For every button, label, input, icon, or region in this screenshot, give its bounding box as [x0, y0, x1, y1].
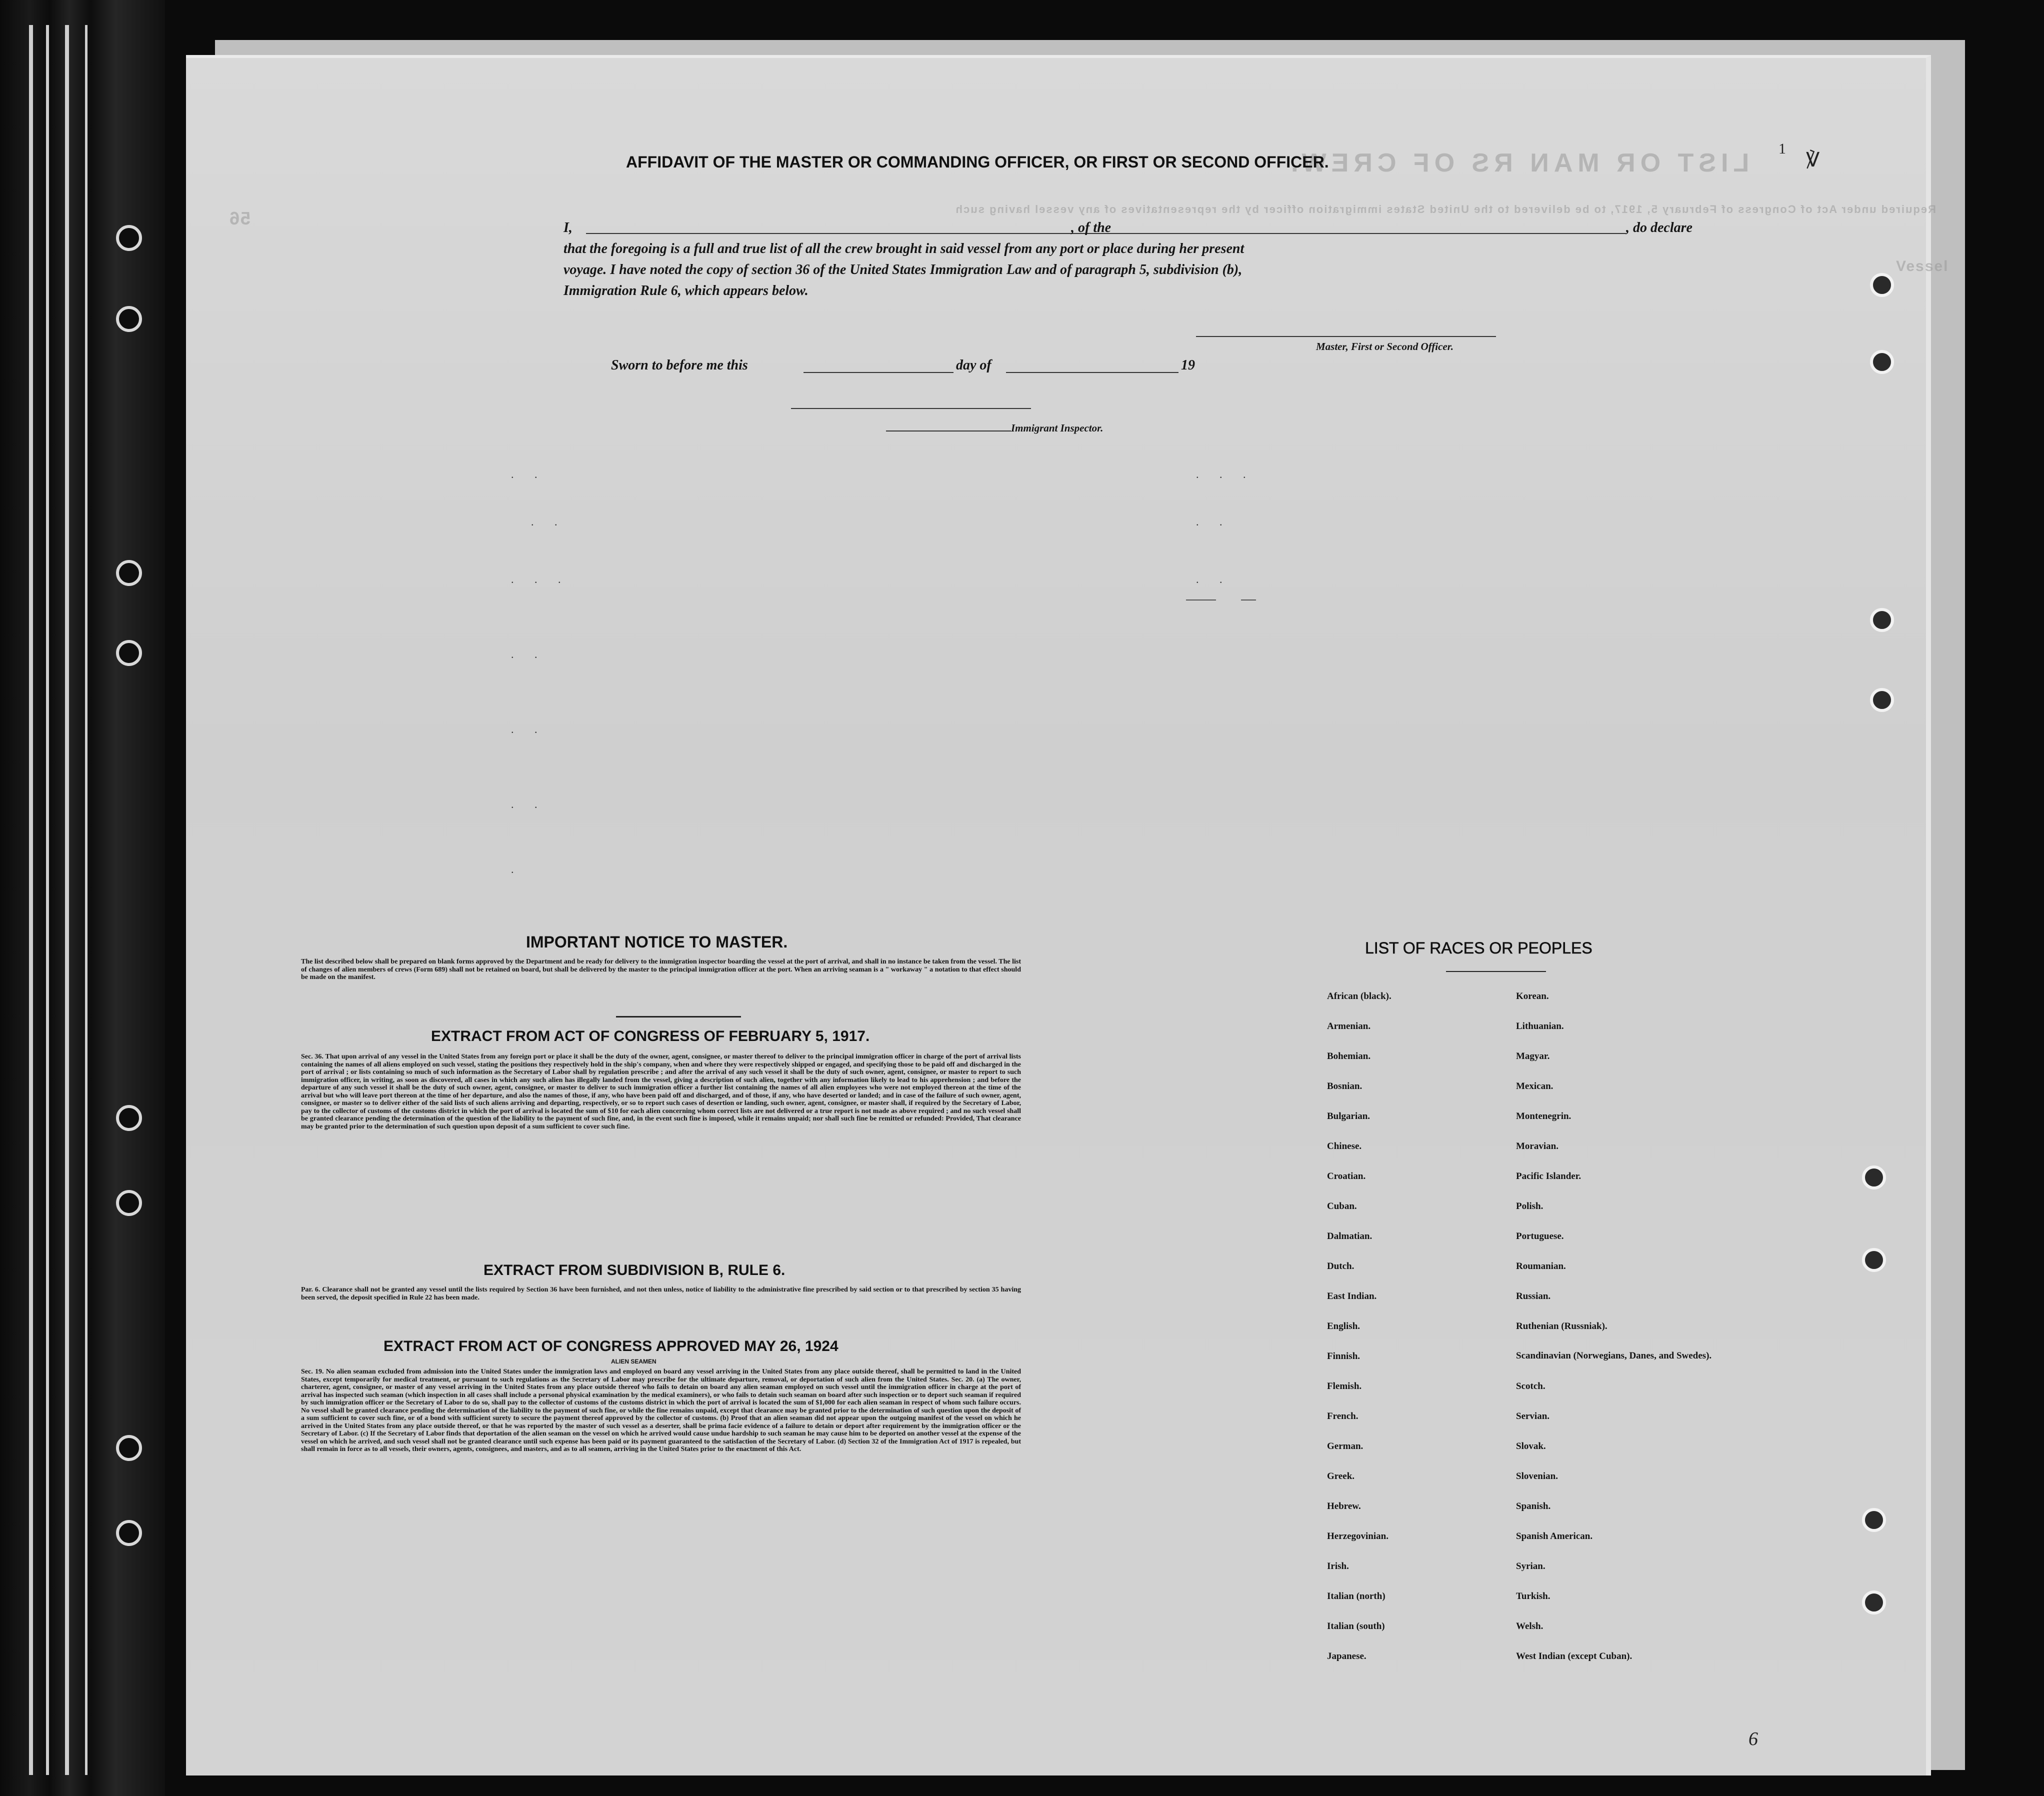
race-item: Syrian. [1516, 1561, 1546, 1572]
inspector-label: Immigrant Inspector. [1011, 422, 1104, 434]
bottom-mark: 6 [1748, 1728, 1758, 1750]
affidavit-declare: , do declare [1626, 220, 1692, 236]
binding-hole [116, 306, 142, 332]
race-item: Greek. [1327, 1471, 1355, 1482]
race-item: Irish. [1327, 1561, 1349, 1572]
notice-title: IMPORTANT NOTICE TO MASTER. [526, 933, 788, 951]
race-item: French. [1327, 1411, 1358, 1422]
binding-hole [116, 1105, 142, 1131]
punch-hole [1862, 1248, 1886, 1272]
race-item: Ruthenian (Russniak). [1516, 1321, 1608, 1332]
affidavit-line3: voyage. I have noted the copy of section 36 of the United States Immigration Law and of paragraph 5, subdivision (b), [564, 262, 1242, 278]
document-page [186, 55, 1949, 1776]
dot-leader: . . [511, 468, 546, 480]
dot-leader: . . [511, 648, 546, 660]
extract3-subtitle: ALIEN SEAMEN [611, 1358, 656, 1365]
race-item: Armenian. [1327, 1021, 1371, 1032]
dot-leader: . [511, 863, 523, 876]
race-item: Spanish. [1516, 1501, 1551, 1512]
race-item: Mexican. [1516, 1081, 1554, 1092]
punch-hole [1870, 608, 1894, 632]
race-item: Slovak. [1516, 1441, 1546, 1452]
page-edge-strip [85, 25, 88, 1775]
dot-leader: . . [511, 798, 546, 810]
race-item: Magyar. [1516, 1051, 1550, 1062]
punch-hole [1870, 273, 1894, 297]
master-label: Master, First or Second Officer. [1316, 340, 1454, 352]
inspector-short-line [886, 430, 1011, 432]
race-item: Dutch. [1327, 1261, 1354, 1272]
race-item: Dalmatian. [1327, 1231, 1372, 1242]
page-edge-strip [29, 25, 33, 1775]
extract2-body: Par. 6. Clearance shall not be granted any vessel until the lists required by Section 36 have been furnished, and not then unless, notice of liability to the administrative fine prescribed by said section or to that prescribed by section 35 having been served, the deposit specified in Rule 22 has been made. [301, 1286, 1021, 1302]
affidavit-line4: Immigration Rule 6, which appears below. [564, 283, 808, 298]
binding-hole [116, 1435, 142, 1461]
race-item: Finnish. [1327, 1351, 1360, 1362]
extract2-title: EXTRACT FROM SUBDIVISION B, RULE 6. [484, 1262, 786, 1278]
race-item: Croatian. [1327, 1171, 1366, 1182]
extract3-title: EXTRACT FROM ACT OF CONGRESS APPROVED MAY 26, 1924 [384, 1338, 838, 1354]
race-item: Flemish. [1327, 1381, 1362, 1392]
punch-hole [1862, 1508, 1886, 1532]
punch-hole [1870, 350, 1894, 374]
race-item: Moravian. [1516, 1141, 1558, 1152]
race-item: Servian. [1516, 1411, 1550, 1422]
dot-leader: . . . [511, 573, 570, 586]
affidavit-i: I, [564, 220, 572, 236]
inspector-signature-line [791, 408, 1031, 409]
extract3-body: Sec. 19. No alien seaman excluded from admission into the United States under the immigration laws and employed on board any vessel arriving in the United States from any place outside thereof, shall be permitted to land in the United States, except temporarily for medical treatment, or pursuant to such regulations as the Secretary of Labor may prescribe for the ultimate departure, removal, or deportation of such alien from the United States. Sec. 20. (a) The owner, charterer, agent, consignee, or master of any vessel arriving in the United States from any place outside thereof who fails to detain on board any alien seaman employed on such vessel until the immigration officer in charge at the port of arrival has inspected such seaman (which inspection in all cases shall include a personal physical examination by the medical examiners), or who fails to detain such seaman on board after such inspection or to deport such seaman if required by such immigration officer or the Secretary of Labor to do so, shall pay to the collector of customs of the customs district in which the port of arrival is located the sum of $1,000 for each alien seaman in respect of whom such failure occurs. No vessel shall be granted clearance pending the determination of the liability to the payment of such fine, or while the fine remains unpaid, except that clearance may be granted prior to the determination of such question upon the deposit of a sum sufficient to cover such fine, or of a bond with sufficient surety to secure the payment thereof approved by the collector of customs. (b) Proof that an alien seaman did not appear upon the outgoing manifest of the vessel on which he arrived in the United States from any place outside thereof, or that he was reported by the master of such vessel as a deserter, shall be prima facie evidence of a failure to detain or deport after requirement by the immigration officer or the Secretary of Labor. (c) If the Secretary of Labor finds that deportation of the alien seaman on the vessel on which he arrived would cause undue hardship to such seaman he may cause him to be deported on another vessel at the expense of the vessel on which he arrived, and such vessel shall not be granted clearance until such expense has been paid or its payment guaranteed to the satisfaction of the Secretary of Labor. (d) Section 32 of the Immigration Act of 1917 is repealed, but shall remain in force as to all vessels, their owners, agents, consignees, and masters, and as to all seamen, arriving in the United States prior to the enactment of this Act. [301, 1368, 1021, 1453]
race-item: Italian (south) [1327, 1621, 1385, 1632]
binding-hole [116, 1520, 142, 1546]
race-item: Scotch. [1516, 1381, 1546, 1392]
vessel-line [1136, 233, 1626, 234]
sworn-year: 19 [1181, 358, 1195, 373]
extract1-body: Sec. 36. That upon arrival of any vessel in the United States from any foreign port or place it shall be the duty of the owner, agent, consignee, or master thereof to deliver to the principal immigration officer in charge of the port of arrival lists containing the names of all aliens employed on such vessel, stating the positions they respectively hold in the ship's company, when and where they were respectively shipped or engaged, and specifying those to be paid off and discharged in the port of arrival ; or lists containing so much of such information as the Secretary of Labor shall by regulation prescribe ; and after the arrival of any such vessel it shall be the duty of such owner, agent, consignee, or master to report to such immigration officer, in writing, as soon as discovered, all cases in which any such alien has illegally landed from the vessel, giving a description of such alien, together with any information likely to lead to his apprehension ; and before the departure of any such vessel it shall be the duty of such owner, agent, consignee, or master to deliver to such immigration officer a further list containing the names of all alien employees who were not employed thereon at the time of the arrival but who will leave port thereon at the time of her departure, and also the names of those, if any, who have been paid off and discharged, and of those, if any, who have deserted or landed; and in case of the failure of such owner, agent, consignee, or master so to deliver either of the said lists of such aliens arriving and departing, respectively, or so to report such cases of desertion or landing, such owner, agent, consignee, or master shall, if required by the Secretary of Labor, pay to the collector of customs of the customs district in which the port of arrival is located the sum of $10 for each alien concerning whom correct lists are not delivered or a true report is not made as above required ; and no such vessel shall be granted clearance pending the determination of the question of the liability to the payment of such fine, and, in the event such fine is imposed, while it remains unpaid; nor shall such fine be remitted or refunded: Provided, That clearance may be granted prior to the determination of such question upon deposit of a sum sufficient to cover such fine. [301, 1053, 1021, 1130]
race-item: German. [1327, 1441, 1364, 1452]
race-item: Russian. [1516, 1291, 1551, 1302]
race-item: West Indian (except Cuban). [1516, 1651, 1632, 1662]
race-item: Japanese. [1327, 1651, 1366, 1662]
affidavit-title: AFFIDAVIT OF THE MASTER OR COMMANDING OFFICER, OR FIRST OR SECOND OFFICER. [626, 153, 1329, 171]
race-item: East Indian. [1327, 1291, 1377, 1302]
dot-leader: . . . [1196, 468, 1255, 480]
sworn-text: Sworn to before me this [611, 358, 748, 373]
punch-hole [1862, 1590, 1886, 1614]
races-title: LIST OF RACES OR PEOPLES [1365, 939, 1592, 957]
race-item: Polish. [1516, 1201, 1544, 1212]
dot-leader: . . [1196, 516, 1232, 528]
sworn-day-of: day of [956, 358, 992, 373]
race-item: Turkish. [1516, 1591, 1550, 1602]
race-item: Scandinavian (Norwegians, Danes, and Swedes). [1516, 1350, 1712, 1361]
race-item: Korean. [1516, 991, 1549, 1002]
notice-body: The list described below shall be prepared on blank forms approved by the Department and be ready for delivery to the immigration inspector boarding the vessel at the port of arrival, and shall in no instance be taken from the vessel. The list of changes of alien members of crews (Form 689) shall not be retained on board, but shall be delivered by the master to the principal immigration officer at the port. When an arriving seaman is a " workaway " a notation to that effect should be made on the manifest. [301, 958, 1021, 981]
page-edge-strip [46, 25, 49, 1775]
race-item: Herzegovinian. [1327, 1531, 1388, 1542]
race-item: Welsh. [1516, 1621, 1544, 1632]
sworn-month-line [1006, 372, 1178, 373]
affidavit-of-the: , of the [1071, 220, 1112, 236]
binding-hole [116, 560, 142, 586]
race-item: Roumanian. [1516, 1261, 1566, 1272]
race-item: Pacific Islander. [1516, 1171, 1582, 1182]
race-item: English. [1327, 1321, 1360, 1332]
binding-hole [116, 640, 142, 666]
race-item: Hebrew. [1327, 1501, 1361, 1512]
race-item: Cuban. [1327, 1201, 1357, 1212]
affidavit-line2: that the foregoing is a full and true list of all the crew brought in said vessel from any port or place during her present [564, 241, 1244, 256]
ghost-manifest-title: LIST OR MAN RS OF CREW. [1286, 148, 1750, 178]
races-rule [1446, 971, 1546, 972]
punch-hole [1862, 1166, 1886, 1190]
race-item: Slovenian. [1516, 1471, 1558, 1482]
dot-leader: . . [511, 723, 546, 736]
dot-leader: . . [1196, 573, 1232, 586]
ghost-required-line: Required under Act of Congress of February 5, 1917, to be delivered to the United States immigration officer by the representatives of any vessel having such [954, 203, 1936, 216]
binding-hole [116, 1190, 142, 1216]
race-item: Bosnian. [1327, 1081, 1362, 1092]
race-item: Chinese. [1327, 1141, 1362, 1152]
sworn-day-line [804, 372, 954, 373]
race-item: Lithuanian. [1516, 1021, 1564, 1032]
race-item: Italian (north) [1327, 1591, 1386, 1602]
ghost-vessel-label: Vessel [1896, 258, 1949, 274]
extract1-title: EXTRACT FROM ACT OF CONGRESS OF FEBRUARY 5, 1917. [431, 1028, 870, 1044]
section-rule [616, 1016, 741, 1018]
ghost-number: 56 [228, 208, 251, 228]
binding-hole [116, 225, 142, 251]
race-item: Montenegrin. [1516, 1111, 1572, 1122]
page-edge-strip [65, 25, 69, 1775]
race-item: Spanish American. [1516, 1531, 1593, 1542]
race-item: Portuguese. [1516, 1231, 1564, 1242]
punch-hole [1870, 688, 1894, 712]
race-item: African (black). [1327, 991, 1392, 1002]
race-item: Bohemian. [1327, 1051, 1371, 1062]
corner-checkmark: ℣ [1806, 148, 1820, 171]
name-line [586, 233, 1221, 234]
master-signature-line [1196, 336, 1496, 337]
dot-leader: . . [531, 516, 566, 528]
corner-mark: 1 [1778, 140, 1786, 157]
race-item: Bulgarian. [1327, 1111, 1370, 1122]
